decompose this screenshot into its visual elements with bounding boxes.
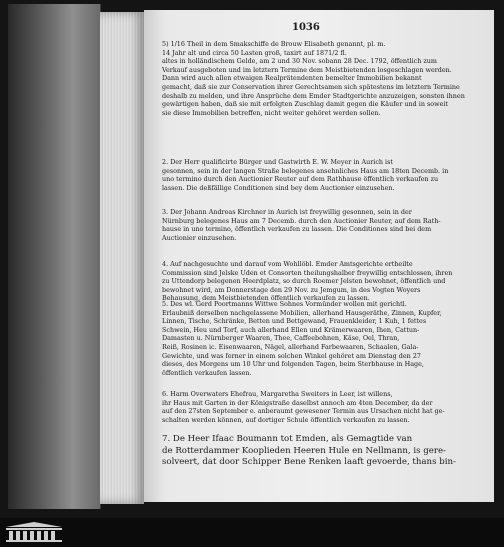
text-line: uno termino durch den Auctionier Reuter auf dem Rathhause öffentlich verkaufen zu <box>162 175 439 184</box>
text-line: schalten werden können, auf dortiger Schule öffentlich verkaufen zu lassen. <box>162 415 410 424</box>
text-line: hause in uno termino, öffentlich verkaufen zu lassen. Die Conditiones sind bei dem <box>162 225 432 234</box>
text-line: dieses, des Morgens um 10 Uhr und folgenden Tagen, beim Sterbhause in Hage, <box>162 360 424 369</box>
entry-6-overwaters <box>162 390 488 424</box>
text-line: auf den 27sten September e. anberaumt gewesener Termin aus Ursachen nicht hat ge- <box>162 407 445 416</box>
text-line: Verkauf ausgeboten und im letztern Termine dem Meistbietenden losgeschlagen werden. <box>162 65 452 74</box>
text-line: Nürnburg belegenes Haus am 7 Decemb. durch den Auctionier Reuter, auf dem Rath- <box>162 216 441 225</box>
text-line: Dann wird auch allen etwaigen Realprätendenten bemelter Immobilien bekannt <box>162 74 422 83</box>
text-line: zu Uttendorp belegenen Heerdplatz, so durch Roemer Jelsten bewohnet, öffentlich und <box>162 277 446 286</box>
text-line: bewohnet wird, am Donnerstage den 29 Nov. zu Jemgum, in des Vogten Woyers <box>162 285 421 294</box>
text-line: 6. Harm Overwaters Ehefrau, Margaretha Sweiters in Leer, ist willens, <box>162 390 393 398</box>
text-line: Damasten u. Nürnberger Waaren, Thee, Caffeebohnen, Käse, Oel, Thran, <box>162 334 400 343</box>
text-line: Linnen, Tische, Schränke, Betten und Bettgewand, Frauenkleider, 1 Kuh, 1 fettes <box>162 317 427 326</box>
text-line: 5) 1/16 Theil in dem Smakschiffe de Brouw Elisabeth genannt, pl. m. <box>162 40 386 48</box>
text-line: Reiß, Rosinen ic. Eisenwaaren, Nägel, allerhand Farbewaaren, Schaalen, Gala- <box>162 342 419 351</box>
text-line: Schwein, Heu und Torf, auch allerhand Ellen und Krämerwaaren, Ihen, Cattun- <box>162 325 420 334</box>
text-line: 5. Des wl. Gerd Poortmanns Wittwe Sohnes Vormünder wollen mit gerichtl. <box>162 300 407 308</box>
text-line: 2. Der Herr qualificirte Bürger und Gastwirth E. W. Meyer in Aurich ist <box>162 158 393 166</box>
text-line: gewärtigen haben, daß sie mit erfolgten Zuschlag damit gegen die Käufer und in soweit <box>162 100 448 109</box>
book-page <box>144 10 494 502</box>
text-line: de Rotterdammer Kooplieden Heeren Hule en Nellmann, is gere- <box>162 445 446 456</box>
text-line: deshalb zu melden, und ihre Ansprüche dem Emder Stadtgerichte anzuzeigen, sonsten ihnen <box>162 91 465 100</box>
text-line: 7. De Heer Ifaac Boumann tot Emden, als Gemagtide van <box>162 434 413 444</box>
library-building-icon <box>4 521 64 543</box>
entry-5-widow-poortmann <box>162 300 488 377</box>
text-line: lassen. Die deßfällige Conditionen sind bey dem Auctionier einzusehen. <box>162 183 395 192</box>
text-line: 4. Auf nachgesuchte und darauf vom Wohllöbl. Emder Amtsgerichte ertheilte <box>162 260 413 268</box>
text-line: Gewichte, und was ferner in einem solchen Winkel gehöret am Dienstag den 27 <box>162 351 421 360</box>
page-stack-edges <box>100 12 144 504</box>
text-line: öffentlich verkaufen lassen. <box>162 368 252 377</box>
text-line: gemacht, daß sie zur Conservation ihrer Gerechtsamen sich spätestens im letztern Termine <box>162 82 460 91</box>
entry-4-emder-amt <box>162 260 488 303</box>
entry-2-house-aurich <box>162 158 488 192</box>
text-line: Commission sind Jelske Uden et Consorten theilungshalber freywillig entschlossen, ihren <box>162 268 453 277</box>
book-cover-edge <box>8 4 101 509</box>
text-line: ihr Haus mit Garten in der Königstraße daselbst annoch am 4ten December, da der <box>162 398 433 407</box>
text-line: gesonnen, sein in der langen Straße belegenes ansehnliches Haus am 18ten Decemb. in <box>162 166 449 175</box>
text-line: Auctionier einzusehen. <box>162 233 237 242</box>
entry-5-ship-share <box>162 40 488 117</box>
text-line: Erlaubniß derselben nachgelassene Mobilien, allerhand Hausgeräthe, Zinnen, Kupfer, <box>162 308 442 317</box>
text-line: 3. Der Johann Andreas Kirchner in Aurich ist freywillig gesonnen, sein in der <box>162 208 412 216</box>
entry-3-house-norden <box>162 208 488 242</box>
text-line: altes in holländischem Gelde, am 2 und 30 Nov. sobann 28 Dec. 1792, öffentlich zum <box>162 57 437 66</box>
text-line: sie diese Immobilien betreffen, nicht weiter gehöret werden sollen. <box>162 108 381 117</box>
viewer-footer <box>0 518 504 546</box>
text-line: Behausung, dem Meistbietenden öffentlich verkaufen zu lassen. <box>162 294 370 303</box>
entry-7-dutch <box>162 434 488 469</box>
text-line: 14 Jahr alt und circa 50 Lasten groß, taxirt auf 1871/2 fl. <box>162 48 347 57</box>
text-line: solveert, dat door Schipper Bene Renken laaft gevoerde, thans bin- <box>162 457 456 467</box>
page-number: 1036 <box>292 22 320 33</box>
